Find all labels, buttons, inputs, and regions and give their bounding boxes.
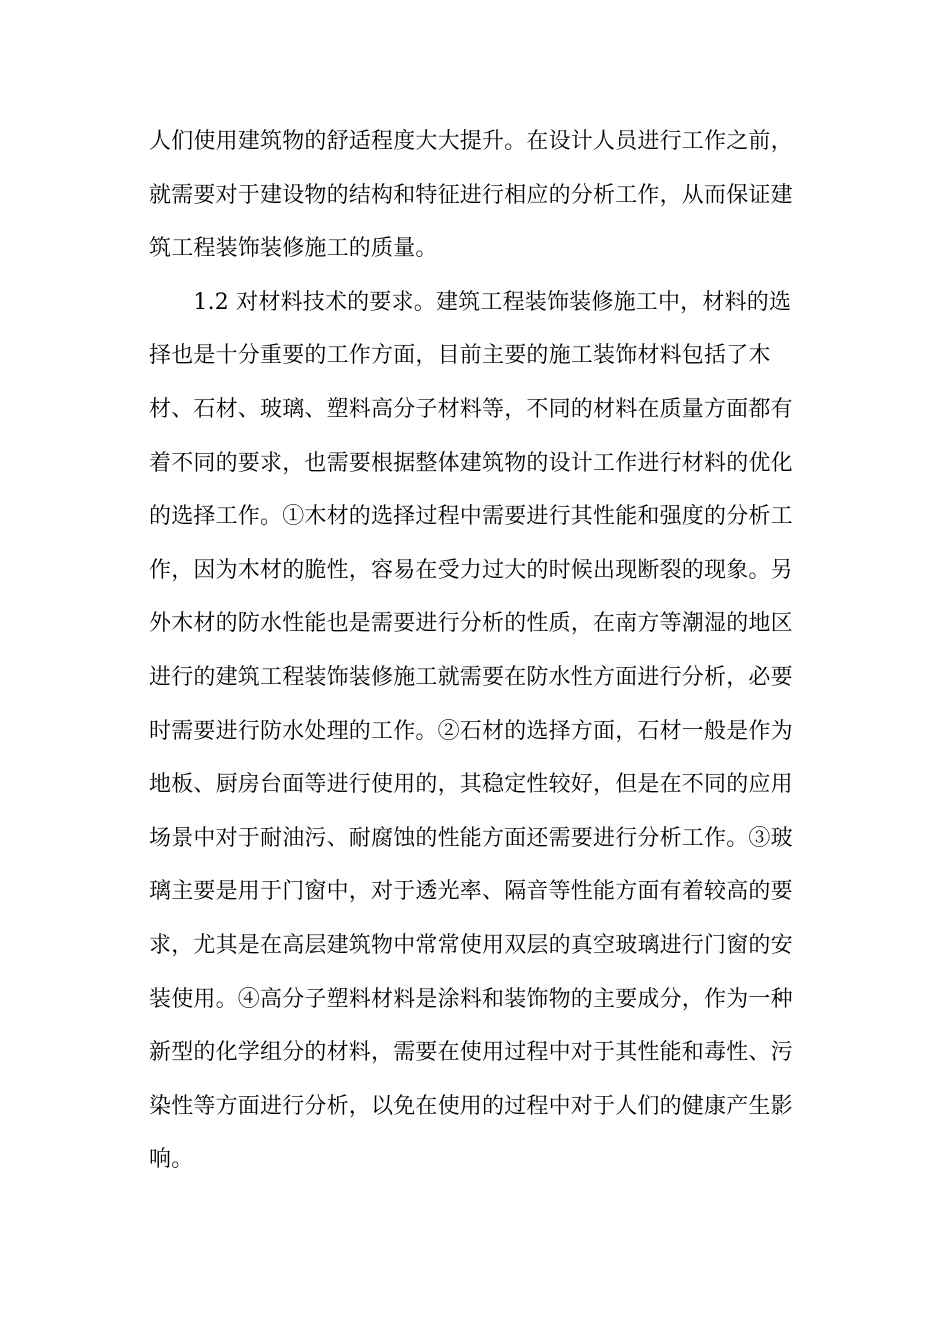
section-heading-line: 1.2 对材料技术的要求。建筑工程装饰装修施工中，材料的选 — [149, 289, 792, 315]
text-line: 的选择工作。①木材的选择过程中需要进行其性能和强度的分析工 — [149, 504, 793, 530]
paragraph-1 — [149, 115, 809, 276]
text-line: 时需要进行防水处理的工作。②石材的选择方面，石材一般是作为 — [149, 718, 793, 744]
text-line: 场景中对于耐油污、耐腐蚀的性能方面还需要进行分析工作。③玻 — [149, 825, 793, 851]
paragraph-2 — [149, 276, 809, 1187]
text-line: 就需要对于建设物的结构和特征进行相应的分析工作，从而保证建 — [149, 182, 793, 208]
text-line: 求，尤其是在高层建筑物中常常使用双层的真空玻璃进行门窗的安 — [149, 932, 793, 958]
text-line: 筑工程装饰装修施工的质量。 — [149, 236, 438, 262]
text-line: 人们使用建筑物的舒适程度大大提升。在设计人员进行工作之前， — [149, 129, 793, 154]
text-line: 材、石材、玻璃、塑料高分子材料等，不同的材料在质量方面都有 — [149, 396, 793, 422]
text-line: 响。 — [149, 1147, 194, 1173]
text-line: 璃主要是用于门窗中，对于透光率、隔音等性能方面有着较高的要 — [149, 879, 793, 905]
text-line: 进行的建筑工程装饰装修施工就需要在防水性方面进行分析，必要 — [149, 664, 793, 690]
body-text — [149, 115, 809, 1187]
text-line: 外木材的防水性能也是需要进行分析的性质，在南方等潮湿的地区 — [149, 611, 793, 637]
text-line: 装使用。④高分子塑料材料是涂料和装饰物的主要成分，作为一种 — [149, 986, 793, 1012]
text-line: 择也是十分重要的工作方面，目前主要的施工装饰材料包括了木 — [149, 343, 771, 369]
text-line: 地板、厨房台面等进行使用的，其稳定性较好，但是在不同的应用 — [149, 772, 793, 798]
text-line: 作，因为木材的脆性，容易在受力过大的时候出现断裂的现象。另 — [149, 557, 793, 583]
text-line: 染性等方面进行分析，以免在使用的过程中对于人们的健康产生影 — [149, 1093, 793, 1119]
text-line: 新型的化学组分的材料，需要在使用过程中对于其性能和毒性、污 — [149, 1040, 793, 1066]
text-line: 着不同的要求，也需要根据整体建筑物的设计工作进行材料的优化 — [149, 450, 793, 476]
